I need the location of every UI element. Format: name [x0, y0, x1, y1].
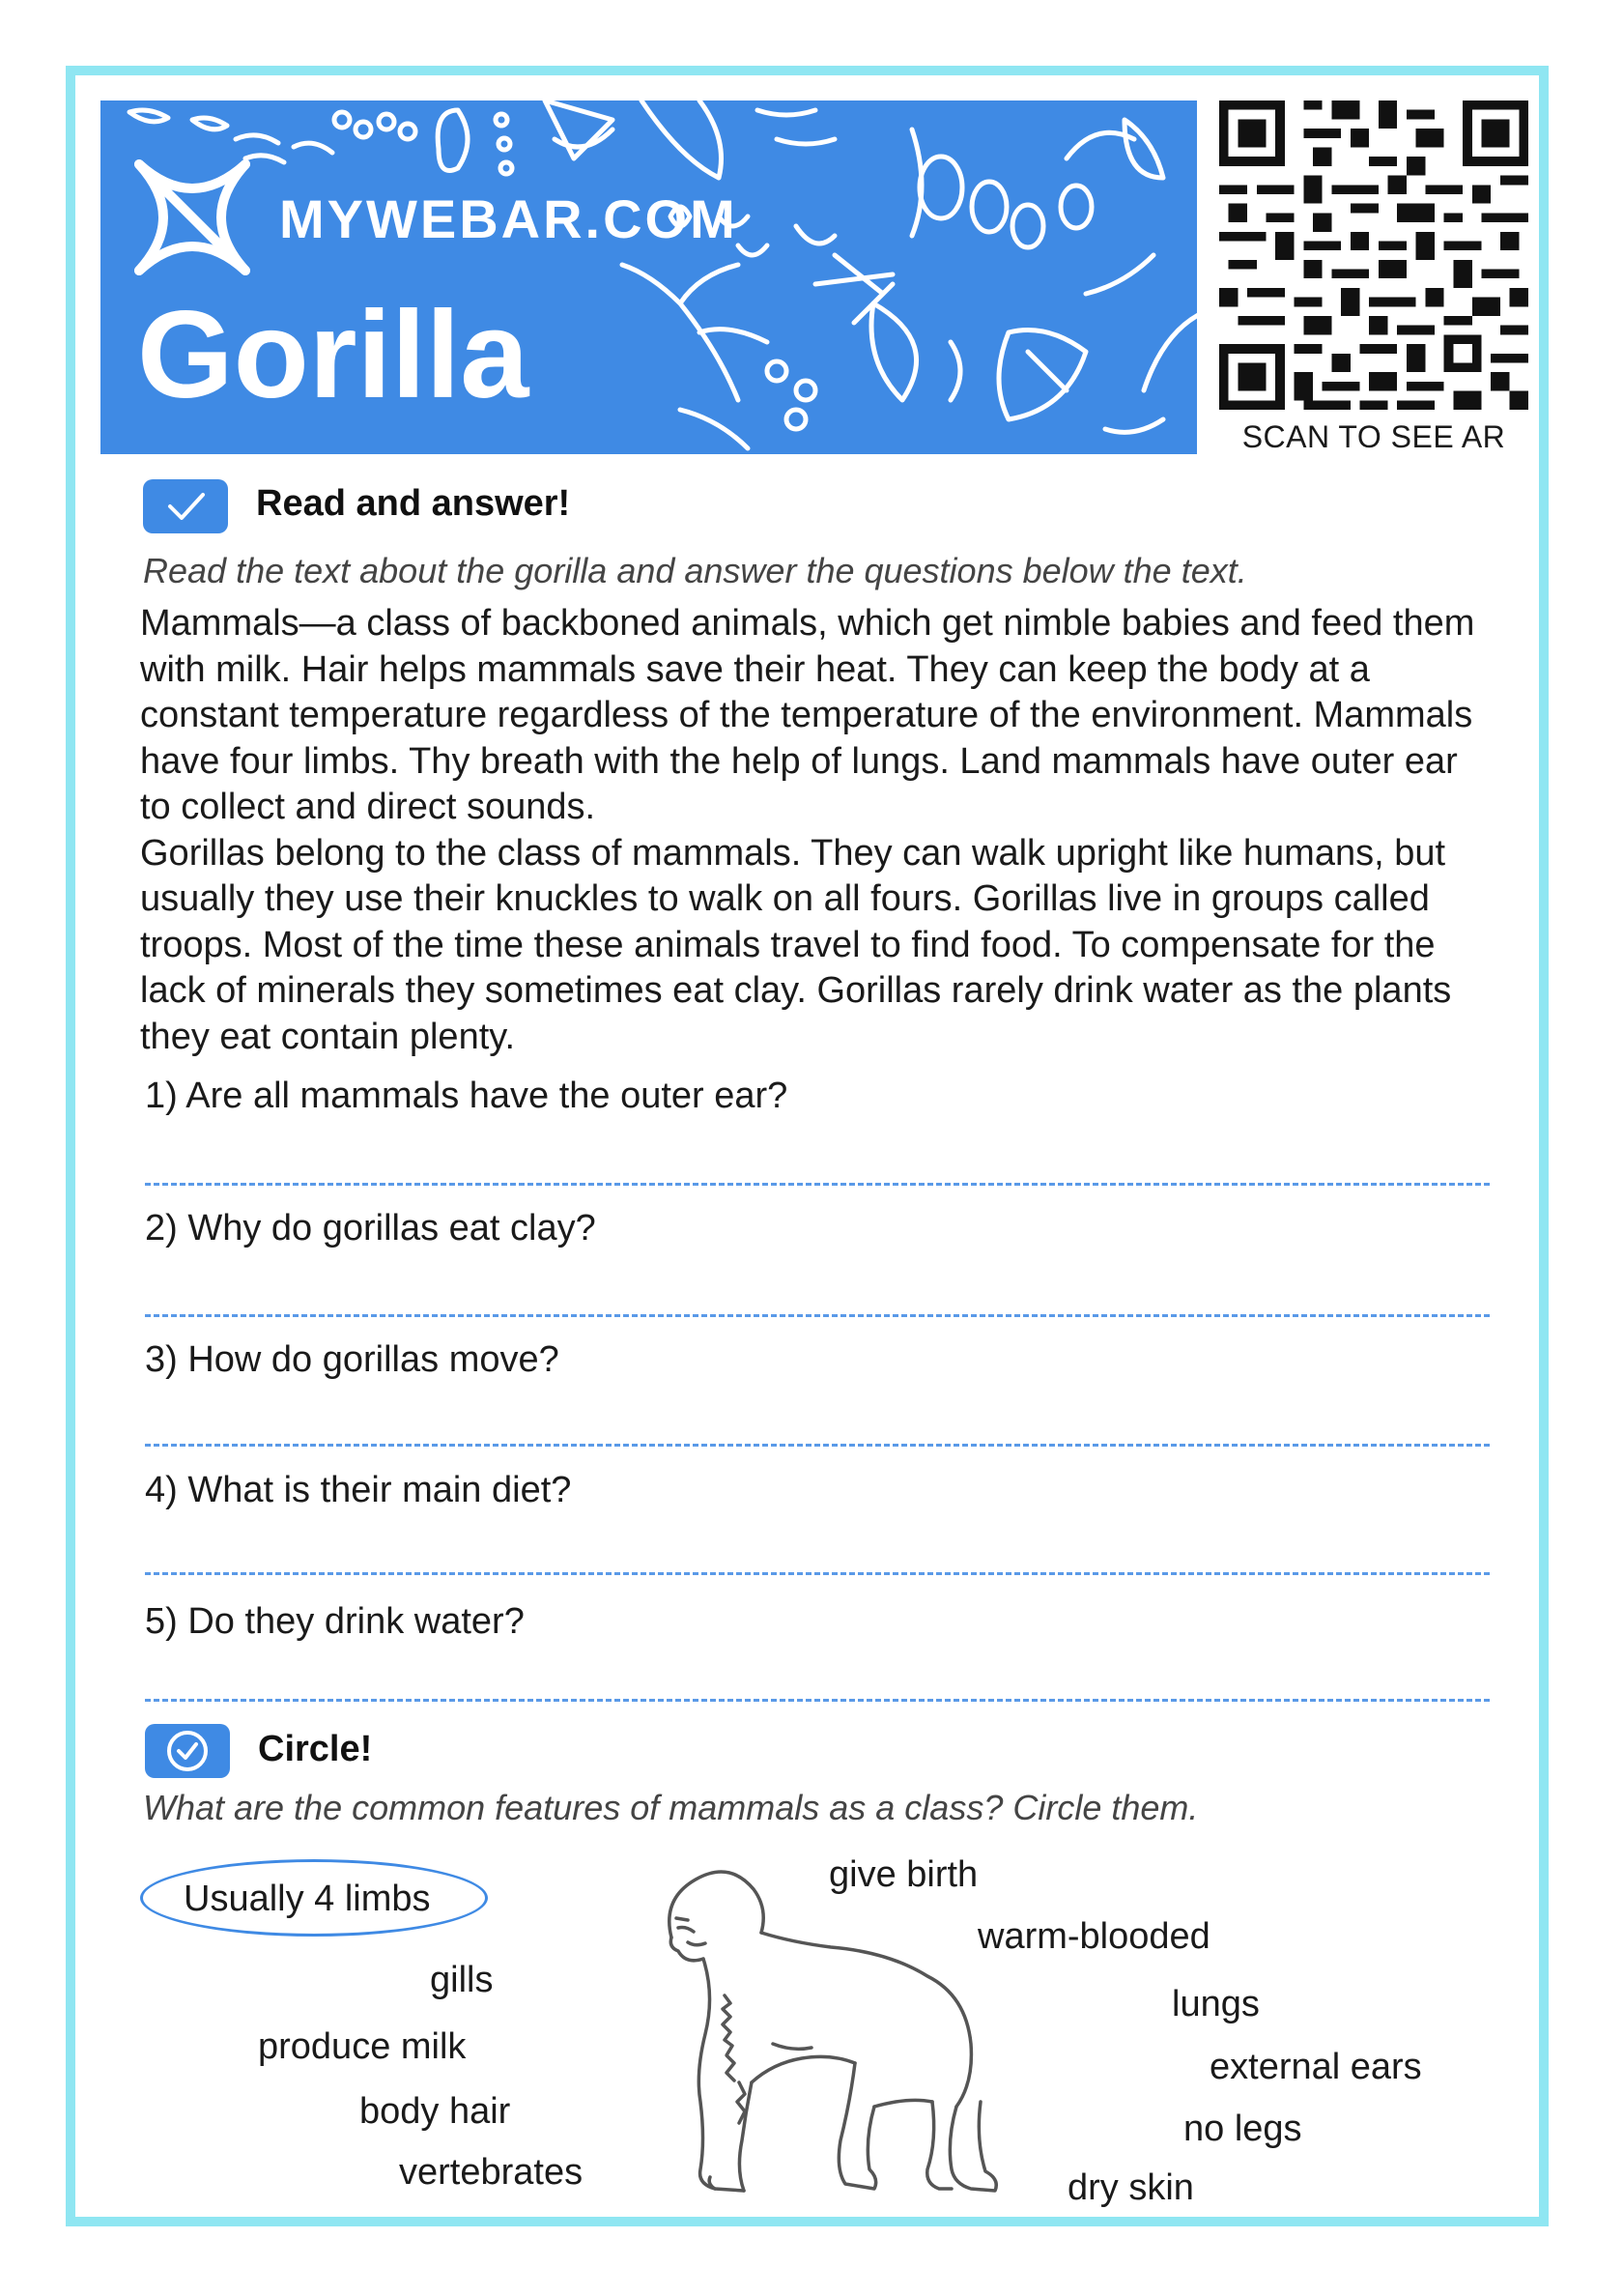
page-title: Gorilla	[137, 286, 529, 424]
gorilla-illustration	[657, 1851, 1005, 2208]
feature-word[interactable]: no legs	[1183, 2109, 1302, 2149]
reading-passage	[140, 601, 1493, 1060]
feature-word[interactable]: produce milk	[258, 2026, 467, 2067]
feature-word[interactable]: dry skin	[1068, 2167, 1194, 2208]
feature-word[interactable]: vertebrates	[399, 2152, 584, 2193]
answer-line-2[interactable]	[145, 1314, 1490, 1317]
feature-word-example[interactable]: Usually 4 limbs	[184, 1879, 431, 1919]
header-banner	[100, 100, 1197, 454]
circle-section-label: Circle!	[258, 1729, 373, 1769]
answer-line-4[interactable]	[145, 1572, 1490, 1575]
read-section-label: Read and answer!	[256, 483, 571, 524]
passage-paragraph: Mammals—a class of backboned animals, which get nimble babies and feed them with milk. Hair helps mammals save their heat. They can keep the body at a constant temperature regardless of the temperature of the environment. Mammals have four limbs. Thy breath with the help of lungs. Land mammals have outer ear to collect and direct sounds.	[140, 603, 1475, 827]
feature-word[interactable]: body hair	[359, 2091, 511, 2132]
answer-line-1[interactable]	[145, 1183, 1490, 1186]
answer-line-3[interactable]	[145, 1444, 1490, 1447]
feature-word[interactable]: warm-blooded	[978, 1916, 1210, 1957]
checkmark-icon	[143, 479, 228, 533]
feature-word[interactable]: gills	[430, 1960, 494, 2000]
question-1: 1) Are all mammals have the outer ear?	[145, 1076, 788, 1116]
qr-code[interactable]	[1219, 100, 1528, 410]
mywebar-logo-icon	[129, 155, 255, 280]
question-3: 3) How do gorillas move?	[145, 1339, 559, 1380]
qr-scan-label: SCAN TO SEE AR	[1241, 419, 1506, 454]
feature-word[interactable]: external ears	[1210, 2047, 1422, 2087]
feature-word[interactable]: lungs	[1172, 1984, 1260, 2024]
question-4: 4) What is their main diet?	[145, 1470, 572, 1510]
passage-paragraph: Gorillas belong to the class of mammals. They can walk upright like humans, but usually they use their knuckles to walk on all fours. Gorillas live in groups called troops. Most of the time these animals travel to find food. To compensate for the lack of minerals they sometimes eat clay. Gorillas rarely drink water as the plants they eat contain plenty.	[140, 832, 1452, 1057]
site-name: MYWEBAR.COM	[279, 188, 738, 249]
check-circle-icon	[145, 1724, 230, 1778]
circle-instruction: What are the common features of mammals as a class? Circle them.	[143, 1788, 1199, 1827]
read-instruction: Read the text about the gorilla and answer the questions below the text.	[143, 551, 1247, 590]
question-2: 2) Why do gorillas eat clay?	[145, 1208, 596, 1248]
answer-line-5[interactable]	[145, 1699, 1490, 1702]
question-5: 5) Do they drink water?	[145, 1601, 525, 1642]
feature-word[interactable]: give birth	[829, 1854, 979, 1895]
